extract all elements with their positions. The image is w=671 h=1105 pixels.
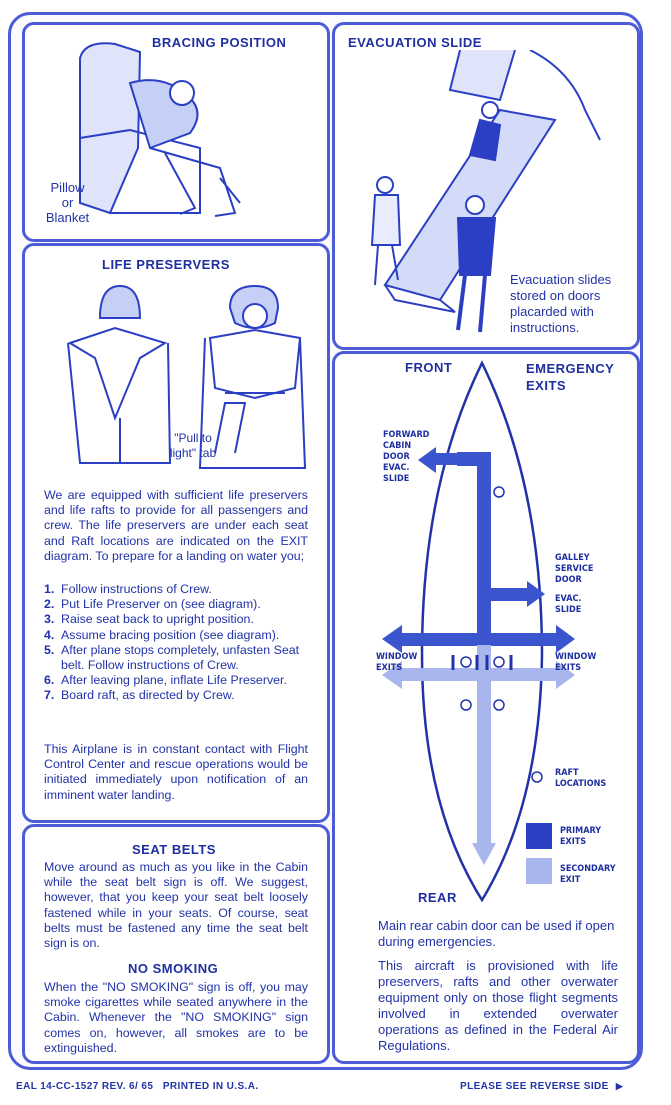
primary-exit-swatch [526,823,552,849]
step-item: 3. Raise seat back to upright position. [44,612,254,627]
galley-slide-label: EVAC. SLIDE [555,594,582,615]
preparation-steps [44,582,308,704]
rear-label: REAR [418,890,457,905]
rear-door-note: Main rear cabin door can be used if open during emergencies. [378,918,615,949]
window-exits-right-label: WINDOW EXITS [555,652,597,673]
bracing-illustration [70,38,315,223]
primary-exits-label: PRIMARY EXITS [560,826,602,847]
bracing-title: BRACING POSITION [152,35,287,50]
front-label: FRONT [405,360,453,375]
reverse-side-note [460,1081,623,1092]
step-item: 6. After leaving plane, inflate Life Preserver. [44,673,287,688]
raft-location-icon [530,770,544,784]
seat-belts-text: Move around as much as you like in the Cabin while the seat belt sign is off. We suggest, however, that you keep your seat belt loosely fastened while in your seats. Of course, seat belts must be fastened any time the seat belt sign is on. [44,860,308,951]
galley-door-label: GALLEY SERVICE DOOR [555,553,594,585]
seat-belts-title: SEAT BELTS [132,842,216,857]
window-exits-left-label: WINDOW EXITS [376,652,418,673]
form-number: EAL 14-CC-1527 REV. 6/ 65 PRINTED IN U.S.A. [16,1081,259,1092]
emergency-exits-title: EMERGENCY EXITS [526,361,615,393]
raft-locations-label: RAFT LOCATIONS [555,768,607,789]
slide-title: EVACUATION SLIDE [348,35,482,50]
life-preservers-intro: We are equipped with sufficient life preservers and life rafts to provide for all passengers and crew. The life preservers are under each seat and Raft locations are indicated on the EXIT diagram. To prepare for a landing on water you; [44,488,308,563]
step-item: 4. Assume bracing position (see diagram). [44,627,280,642]
forward-door-label: FORWARD CABIN DOOR EVAC. SLIDE [383,430,430,484]
provision-note: This aircraft is provisioned with life preservers, rafts and other overwater equipment only on those flight segments involved in extended overwater operations as defined in the Federal Air Regulations. [378,958,618,1053]
slide-caption: Evacuation slides stored on doors placarded with instructions. [510,272,612,335]
pillow-label: Pillow or Blanket [45,180,90,225]
life-preservers-closing: This Airplane is in constant contact with Flight Control Center and rescue operations would be initiated immediately upon notification of an imminent water landing. [44,742,308,802]
secondary-exit-label: SECONDARY EXIT [560,864,616,885]
step-item: 1. Follow instructions of Crew. [44,582,212,596]
no-smoking-text: When the "NO SMOKING" sign is off, you may smoke cigarettes while seated anywhere in the Cabin. Whenever the "NO SMOKING" sign comes on, however, all smokes are to be extinguished. [44,980,308,1055]
no-smoking-title: NO SMOKING [128,961,219,976]
secondary-exit-swatch [526,858,552,884]
step-item: 7. Board raft, as directed by Crew. [44,688,235,703]
step-item: 2. Put Life Preserver on (see diagram). [44,597,261,612]
step-item: 5. After plane stops completely, unfasten Seat belt. Follow instructions of Crew. [44,642,300,673]
reverse-side-text: PLEASE SEE REVERSE SIDE [460,1081,609,1092]
pull-to-light-label: "Pull to light" tab [169,431,217,460]
right-arrow-icon: ▶ [615,1081,624,1091]
life-preservers-title: LIFE PRESERVERS [102,257,230,272]
